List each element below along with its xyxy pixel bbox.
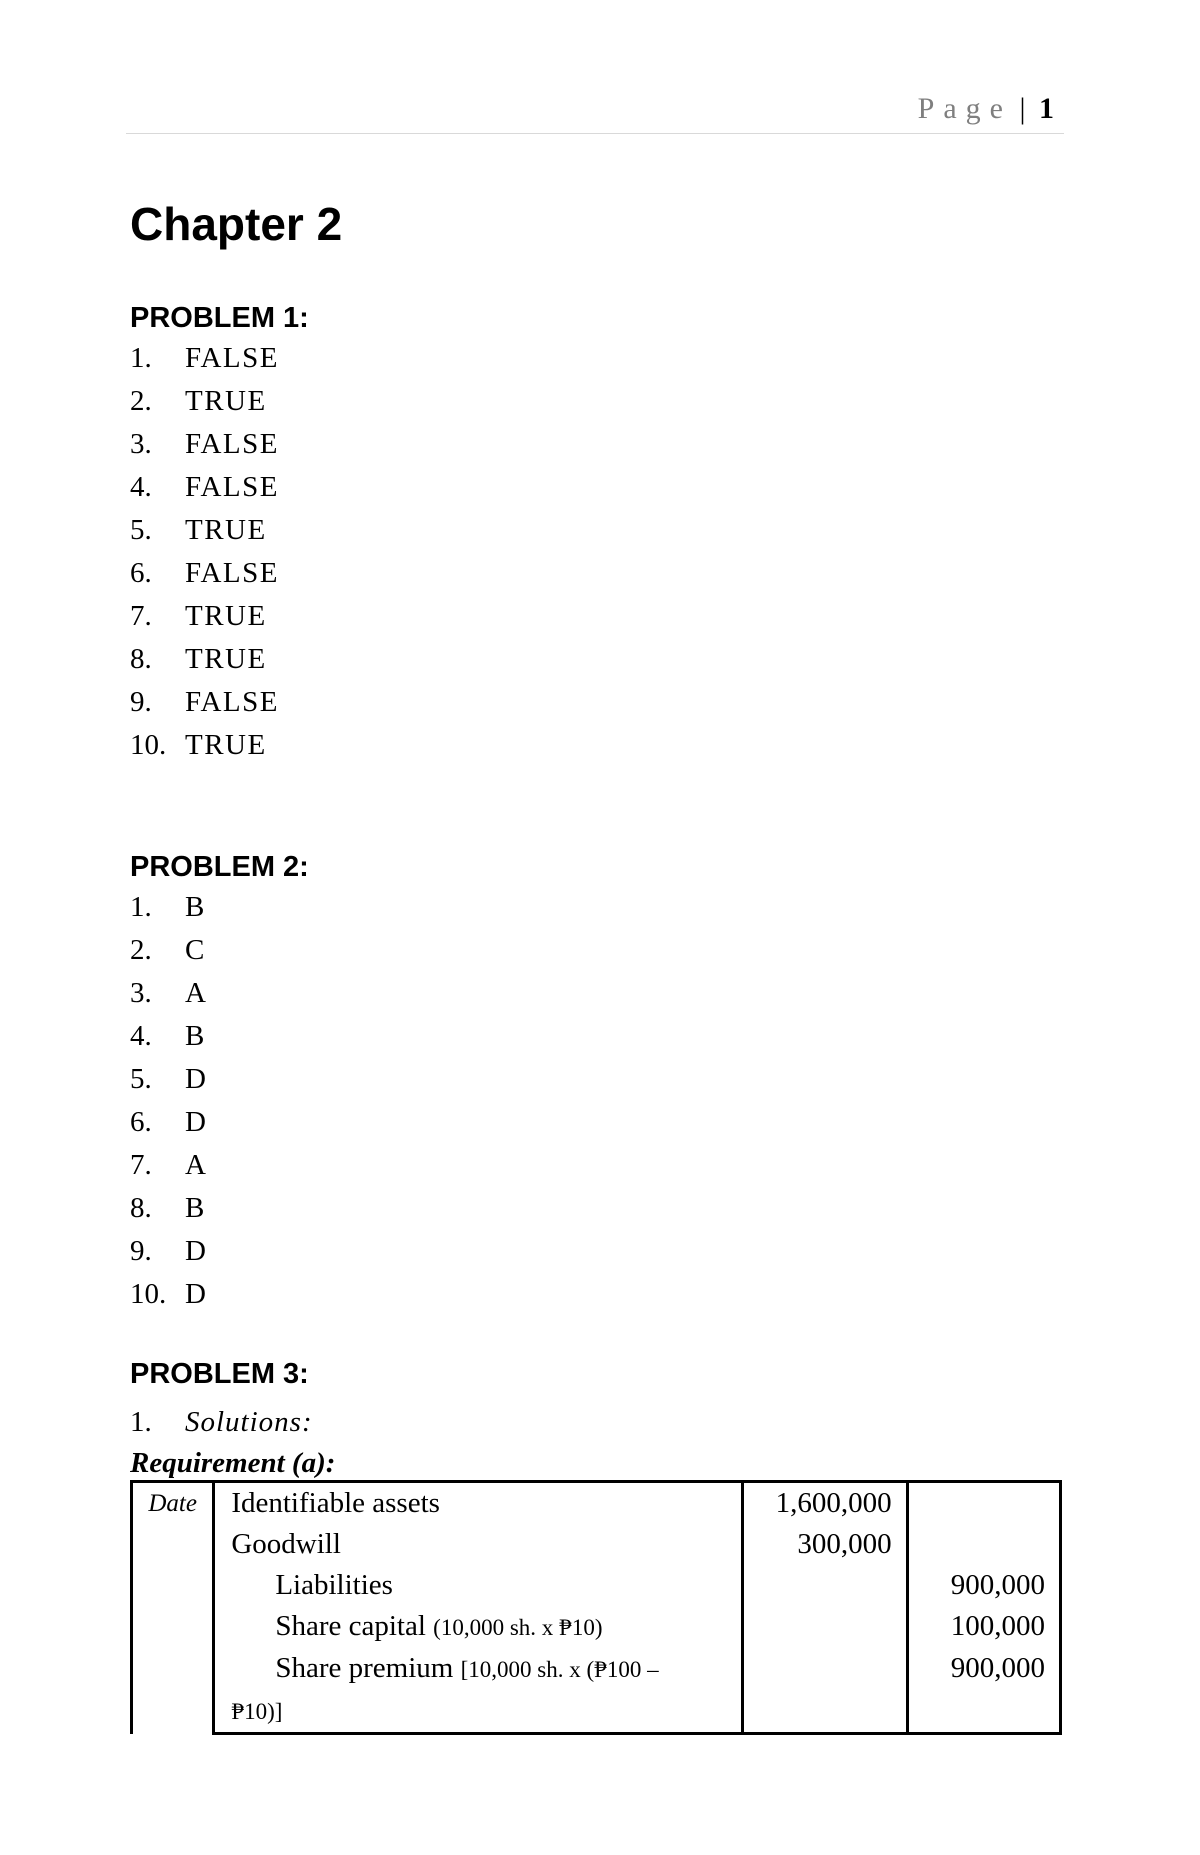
answer-item	[130, 1273, 207, 1316]
credit-cell	[907, 1524, 1060, 1565]
answer-value: FALSE	[185, 471, 279, 503]
solutions-number: 1.	[130, 1406, 152, 1438]
page-number: 1	[1039, 92, 1054, 125]
account-note: [10,000 sh. x (₱100 –	[460, 1657, 659, 1682]
problem2-heading: PROBLEM 2:	[130, 851, 309, 883]
answer-number: 7.	[130, 600, 152, 632]
answer-value: D	[185, 1278, 208, 1310]
answer-value: A	[185, 1149, 208, 1181]
answer-item	[130, 638, 279, 681]
chapter-title: Chapter 2	[130, 198, 343, 250]
answer-item	[130, 466, 279, 509]
account-cell	[214, 1524, 743, 1565]
answer-value: B	[185, 1192, 206, 1224]
answer-value: D	[185, 1235, 208, 1267]
answer-item	[130, 681, 279, 724]
journal-row	[132, 1565, 1061, 1606]
answer-number: 9.	[130, 1235, 152, 1267]
answer-number: 10.	[130, 729, 167, 761]
answer-item	[130, 552, 279, 595]
answer-item	[130, 595, 279, 638]
debit-cell: 1,600,000	[743, 1482, 907, 1525]
answer-item	[130, 1144, 207, 1187]
requirement-label: Requirement (a):	[130, 1447, 336, 1479]
answer-value: TRUE	[185, 514, 267, 546]
problem3-heading: PROBLEM 3:	[130, 1358, 309, 1390]
answer-item	[130, 380, 279, 423]
journal-row	[132, 1606, 1061, 1648]
date-label: Date	[148, 1490, 197, 1517]
answer-number: 4.	[130, 471, 152, 503]
answer-value: C	[185, 934, 206, 966]
account-name: Identifiable assets	[231, 1487, 440, 1519]
answer-item	[130, 1015, 207, 1058]
account-cell	[214, 1565, 743, 1606]
account-note-continued: ₱10)]	[231, 1699, 283, 1724]
answer-number: 6.	[130, 557, 152, 589]
answer-number: 3.	[130, 977, 152, 1009]
date-cell	[132, 1482, 214, 1734]
answer-item	[130, 337, 279, 380]
answer-number: 8.	[130, 643, 152, 675]
answer-number: 10.	[130, 1278, 167, 1310]
account-cell	[214, 1482, 743, 1525]
debit-cell: 300,000	[743, 1524, 907, 1565]
answer-number: 2.	[130, 934, 152, 966]
answer-value: B	[185, 891, 206, 923]
answer-value: TRUE	[185, 729, 267, 761]
page-separator: |	[1019, 92, 1026, 125]
journal-entry-table	[130, 1480, 1062, 1735]
answer-value: TRUE	[185, 385, 267, 417]
answer-number: 2.	[130, 385, 152, 417]
credit-cell: 900,000	[907, 1565, 1060, 1606]
journal-row	[132, 1524, 1061, 1565]
problem2-answer-list	[130, 886, 207, 1316]
page-header	[126, 89, 1064, 134]
answer-value: D	[185, 1063, 208, 1095]
account-cell	[214, 1606, 743, 1648]
answer-item	[130, 929, 207, 972]
account-note: (10,000 sh. x ₱10)	[433, 1615, 603, 1640]
answer-item	[130, 1058, 207, 1101]
answer-number: 3.	[130, 428, 152, 460]
answer-number: 5.	[130, 1063, 152, 1095]
answer-item	[130, 1101, 207, 1144]
answer-number: 4.	[130, 1020, 152, 1052]
answer-value: B	[185, 1020, 206, 1052]
answer-item	[130, 1187, 207, 1230]
answer-item	[130, 972, 207, 1015]
account-name: Share capital	[275, 1610, 426, 1642]
account-name: Share premium	[275, 1652, 454, 1684]
answer-value: FALSE	[185, 557, 279, 589]
account-name: Goodwill	[231, 1528, 341, 1560]
credit-cell	[907, 1482, 1060, 1525]
answer-value: TRUE	[185, 643, 267, 675]
answer-value: TRUE	[185, 600, 267, 632]
answer-number: 6.	[130, 1106, 152, 1138]
journal-row	[132, 1648, 1061, 1734]
credit-cell: 100,000	[907, 1606, 1060, 1648]
answer-value: FALSE	[185, 342, 279, 374]
debit-cell	[743, 1606, 907, 1648]
answer-value: FALSE	[185, 686, 279, 718]
solutions-label: Solutions:	[185, 1406, 313, 1438]
answer-number: 7.	[130, 1149, 152, 1181]
journal-row	[132, 1482, 1061, 1525]
account-cell	[214, 1648, 743, 1734]
problem1-answer-list	[130, 337, 279, 767]
answer-value: D	[185, 1106, 208, 1138]
answer-item	[130, 886, 207, 929]
answer-number: 1.	[130, 891, 152, 923]
account-name: Liabilities	[275, 1569, 393, 1601]
answer-number: 8.	[130, 1192, 152, 1224]
page-number-label	[918, 89, 1054, 129]
answer-value: FALSE	[185, 428, 279, 460]
solutions-line	[130, 1402, 313, 1442]
debit-cell	[743, 1648, 907, 1734]
answer-item	[130, 1230, 207, 1273]
debit-cell	[743, 1565, 907, 1606]
credit-cell: 900,000	[907, 1648, 1060, 1734]
answer-number: 1.	[130, 342, 152, 374]
answer-item	[130, 423, 279, 466]
problem1-heading: PROBLEM 1:	[130, 302, 309, 334]
answer-number: 9.	[130, 686, 152, 718]
answer-item	[130, 509, 279, 552]
answer-value: A	[185, 977, 208, 1009]
page-word: Page	[917, 92, 1012, 125]
answer-number: 5.	[130, 514, 152, 546]
answer-item	[130, 724, 279, 767]
